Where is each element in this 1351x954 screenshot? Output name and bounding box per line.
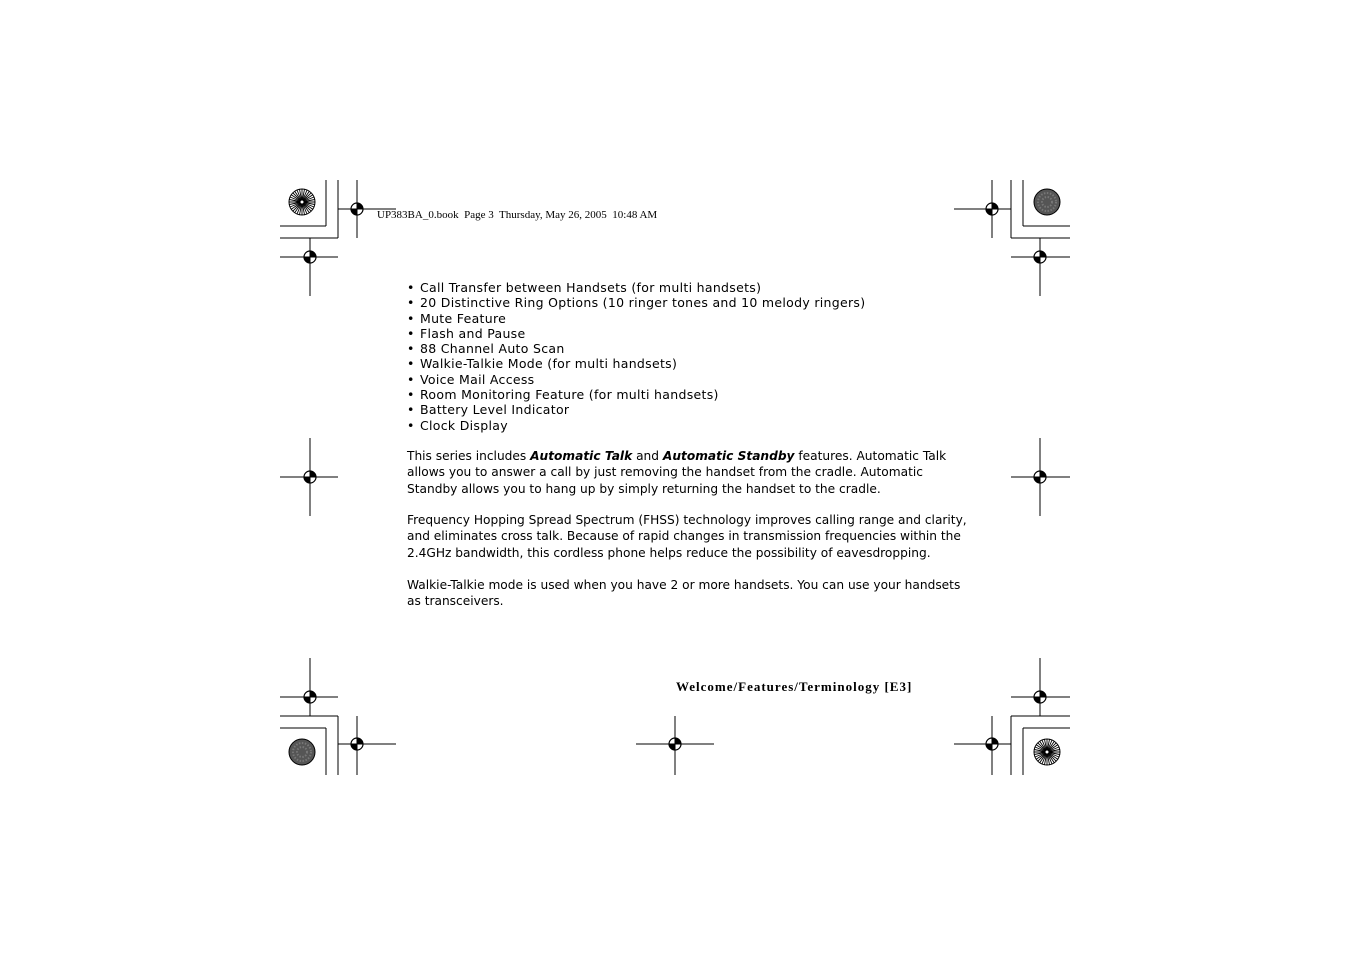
print-slug: UP383BA_0.book Page 3 Thursday, May 26, 2005 10:48 AM <box>377 209 658 221</box>
bullet-icon: • <box>407 280 415 295</box>
paragraph-automatic-talk <box>407 448 977 497</box>
registration-mark-icon <box>351 203 363 215</box>
text-run: This series includes <box>407 449 531 463</box>
list-item <box>407 372 865 387</box>
list-item <box>407 356 865 371</box>
paragraph-line: allows you to answer a call by just removing the handset from the cradle. Automatic <box>407 465 923 480</box>
registration-mark-icon <box>986 203 998 215</box>
registration-mark-icon <box>304 471 316 483</box>
gray-target-icon <box>289 739 315 765</box>
registration-mark-icon <box>304 251 316 263</box>
registration-mark-bottom-left-b <box>280 658 338 716</box>
sunburst-target-icon <box>289 189 315 215</box>
feature-text: Call Transfer between Handsets (for multi handsets) <box>420 280 762 295</box>
paragraph-line: 2.4GHz bandwidth, this cordless phone helps reduce the possibility of eavesdropping. <box>407 545 931 560</box>
bullet-icon: • <box>407 325 415 341</box>
bullet-icon: • <box>407 341 415 357</box>
bullet-icon: • <box>407 295 415 311</box>
paragraph-line: and eliminates cross talk. Because of rapid changes in transmission frequencies within the <box>407 529 961 544</box>
bullet-icon: • <box>407 356 415 372</box>
feature-text: 20 Distinctive Ring Options (10 ringer tones and 10 melody ringers) <box>420 295 866 311</box>
bullet-icon: • <box>407 371 415 387</box>
bullet-icon: • <box>407 387 415 403</box>
bullet-icon: • <box>407 310 415 326</box>
feature-text: Mute Feature <box>420 310 507 326</box>
feature-text: Flash and Pause <box>420 325 526 341</box>
list-item <box>407 295 865 310</box>
registration-mark-icon <box>1034 691 1046 703</box>
page-number: [E3] <box>884 679 913 694</box>
list-item <box>407 402 865 417</box>
registration-mark-top-right-b <box>1011 238 1070 296</box>
gray-target-icon <box>1034 189 1060 215</box>
feature-text: Room Monitoring Feature (for multi handsets) <box>420 387 719 403</box>
paragraph-walkie-talkie <box>407 577 977 610</box>
registration-mark-top-left-b <box>280 238 338 296</box>
text-run: and <box>632 449 663 463</box>
registration-mark-bottom-right-b <box>1011 658 1070 716</box>
registration-mark-icon <box>986 738 998 750</box>
feature-text: Clock Display <box>420 417 508 433</box>
registration-mark-icon <box>669 738 681 750</box>
feature-list <box>407 280 865 433</box>
registration-mark-bottom-right-a <box>954 716 1011 775</box>
sunburst-target-icon <box>1034 739 1060 765</box>
footer-section-title: Welcome/Features/Terminology <box>676 679 881 694</box>
paragraph-fhss <box>407 512 977 561</box>
list-item <box>407 387 865 402</box>
feature-text: Battery Level Indicator <box>420 402 570 418</box>
registration-mark-top-right-a <box>954 180 1011 238</box>
list-item <box>407 418 865 433</box>
page-footer <box>676 679 912 695</box>
paragraph-line: Standby allows you to hang up by simply returning the handset to the cradle. <box>407 481 881 496</box>
feature-text: Voice Mail Access <box>420 371 535 387</box>
registration-mark-icon <box>304 691 316 703</box>
feature-text: Walkie-Talkie Mode (for multi handsets) <box>420 356 678 372</box>
bullet-icon: • <box>407 402 415 418</box>
list-item <box>407 341 865 356</box>
term-automatic-standby: Automatic Standby <box>662 449 795 463</box>
registration-mark-icon <box>1034 471 1046 483</box>
feature-text: 88 Channel Auto Scan <box>420 341 565 357</box>
bullet-icon: • <box>407 417 415 433</box>
paragraph-line <box>407 448 977 464</box>
text-run: features. Automatic Talk <box>794 449 947 463</box>
list-item <box>407 326 865 341</box>
paragraph-line: Frequency Hopping Spread Spectrum (FHSS) technology improves calling range and clarity, <box>407 513 967 527</box>
paragraph-line: as transceivers. <box>407 594 504 609</box>
list-item <box>407 280 865 295</box>
registration-mark-icon <box>351 738 363 750</box>
registration-mark-bottom-left-a <box>338 716 396 775</box>
list-item <box>407 311 865 326</box>
registration-mark-icon <box>1034 251 1046 263</box>
paragraph-line: Walkie-Talkie mode is used when you have 2 or more handsets. You can use your handsets <box>407 578 961 592</box>
term-automatic-talk: Automatic Talk <box>530 449 633 463</box>
